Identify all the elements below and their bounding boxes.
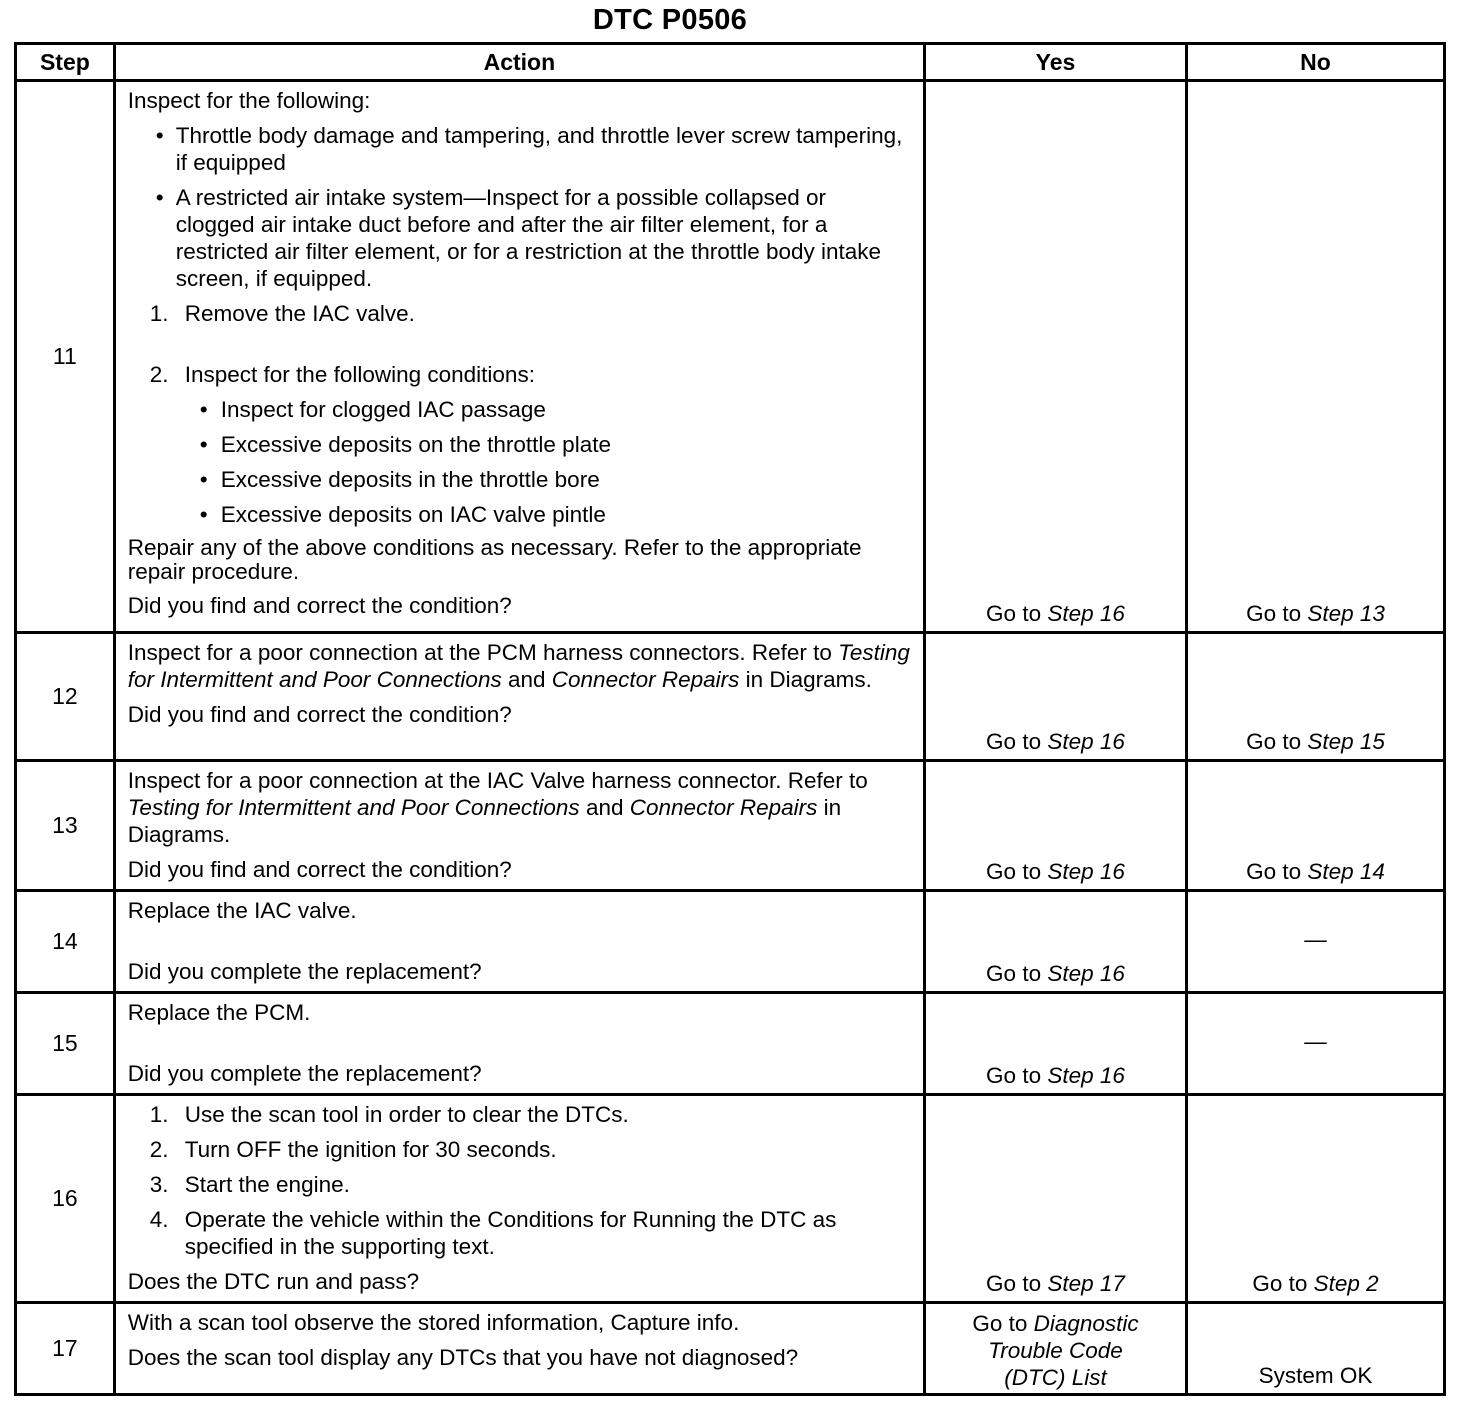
no-cell: System OK: [1187, 1303, 1445, 1395]
item-number: 2.: [149, 1137, 169, 1162]
step-number: 14: [16, 891, 115, 993]
reference-link[interactable]: Testing for Intermittent and Poor Connections: [127, 640, 910, 692]
action-text: Replace the IAC valve.: [127, 898, 357, 923]
yes-cell: Go to Step 16: [924, 891, 1186, 993]
item-text: Inspect for the following conditions:: [184, 362, 535, 387]
numbered-item: [128, 1171, 911, 1198]
dtc-list-link[interactable]: Diagnostic Trouble Code (DTC) List: [988, 1311, 1139, 1390]
no-cell: Go to Step 15: [1187, 633, 1445, 761]
step-link[interactable]: Step 16: [1047, 729, 1125, 754]
sub-bullet-item: • Inspect for clogged IAC passage: [128, 396, 911, 423]
item-number: 1.: [149, 1102, 169, 1127]
table-row: [16, 993, 1445, 1095]
no-cell: Go to Step 13: [1187, 81, 1445, 633]
table-row: [16, 1303, 1445, 1395]
numbered-item: [128, 1136, 911, 1163]
reference-link[interactable]: Connector Repairs: [629, 795, 818, 820]
action-cell: [114, 81, 924, 633]
step-number: 11: [16, 81, 115, 633]
header-row: [16, 44, 1445, 81]
action-text: Inspect for a poor connection at the IAC Valve harness connector. Refer to Testing for Intermittent and Poor Connections and Connector Repairs in Diagrams.: [127, 768, 868, 847]
diagnostic-table: [14, 42, 1446, 1396]
step-link[interactable]: Step 13: [1307, 601, 1385, 626]
header-no: No: [1187, 44, 1445, 81]
action-intro: Inspect for the following:: [127, 88, 371, 113]
header-step: Step: [16, 44, 115, 81]
step-link[interactable]: Step 14: [1307, 859, 1385, 884]
question-text: Did you find and correct the condition?: [127, 702, 512, 727]
yes-cell: Go to Step 16: [924, 633, 1186, 761]
numbered-item: [128, 361, 911, 388]
yes-cell: Go to Step 17: [924, 1095, 1186, 1303]
step-link[interactable]: Step 16: [1047, 1063, 1125, 1088]
yes-cell: Go to Step 16: [924, 81, 1186, 633]
step-link[interactable]: Step 2: [1313, 1271, 1379, 1296]
no-cell: —: [1187, 993, 1445, 1095]
action-text: Replace the PCM.: [127, 1000, 311, 1025]
yes-cell: Go to Diagnostic Trouble Code (DTC) List: [924, 1303, 1186, 1395]
step-link[interactable]: Step 16: [1047, 961, 1125, 986]
question-text: Did you find and correct the condition?: [127, 857, 512, 882]
table-row: [16, 81, 1445, 633]
action-cell: [114, 993, 924, 1095]
step-number: 15: [16, 993, 115, 1095]
yes-cell: Go to Step 16: [924, 993, 1186, 1095]
action-cell: [114, 1303, 924, 1395]
step-number: 13: [16, 761, 115, 891]
reference-link[interactable]: Connector Repairs: [551, 667, 740, 692]
action-text: Inspect for a poor connection at the PCM harness connectors. Refer to Testing for Intermittent and Poor Connections and Connector Repairs in Diagrams.: [127, 640, 910, 692]
action-cell: [114, 633, 924, 761]
table-row: [16, 891, 1445, 993]
action-cell: [114, 1095, 924, 1303]
item-text: Remove the IAC valve.: [184, 301, 415, 326]
sub-bullet-item: • Excessive deposits on the throttle plate: [128, 431, 911, 458]
reference-link[interactable]: Testing for Intermittent and Poor Connections: [127, 795, 580, 820]
item-text: Use the scan tool in order to clear the DTCs.: [184, 1102, 629, 1127]
item-text: Turn OFF the ignition for 30 seconds.: [184, 1137, 557, 1162]
step-link[interactable]: Step 16: [1047, 859, 1125, 884]
item-text: Start the engine.: [184, 1172, 350, 1197]
yes-cell: Go to Step 16: [924, 761, 1186, 891]
no-cell: Go to Step 2: [1187, 1095, 1445, 1303]
table-row: [16, 761, 1445, 891]
bullet-item: • A restricted air intake system—Inspect for a possible collapsed or clogged air intake duct before and after the air filter element, for a restricted air filter element, or for a restriction at the throttle body intake screen, if equipped.: [128, 184, 911, 292]
action-cell: [114, 891, 924, 993]
question-text: Does the scan tool display any DTCs that you have not diagnosed?: [127, 1345, 799, 1370]
action-cell: [114, 761, 924, 891]
step-link[interactable]: Step 16: [1047, 601, 1125, 626]
table-row: [16, 1095, 1445, 1303]
repair-text: Repair any of the above conditions as necessary. Refer to the appropriate repair procedure.: [127, 535, 862, 584]
no-cell: —: [1187, 891, 1445, 993]
question-text: Did you complete the replacement?: [127, 1061, 482, 1086]
sub-bullet-item: • Excessive deposits in the throttle bore: [128, 466, 911, 493]
action-text: With a scan tool observe the stored information, Capture info.: [127, 1310, 740, 1335]
question-text: Did you find and correct the condition?: [127, 593, 512, 618]
item-number: 3.: [149, 1172, 169, 1197]
step-number: 16: [16, 1095, 115, 1303]
question-text: Did you complete the replacement?: [127, 959, 482, 984]
table-row: [16, 633, 1445, 761]
step-link[interactable]: Step 15: [1307, 729, 1385, 754]
step-link[interactable]: Step 17: [1047, 1271, 1125, 1296]
step-number: 17: [16, 1303, 115, 1395]
header-action: Action: [114, 44, 924, 81]
numbered-item: [128, 1101, 911, 1128]
item-number: 2.: [149, 362, 169, 387]
step-number: 12: [16, 633, 115, 761]
item-text: Operate the vehicle within the Conditions for Running the DTC as specified in the supporting text.: [184, 1207, 837, 1259]
question-text: Does the DTC run and pass?: [127, 1269, 420, 1294]
sub-bullet-item: • Excessive deposits on IAC valve pintle: [128, 501, 911, 528]
header-yes: Yes: [924, 44, 1186, 81]
numbered-item: [128, 1206, 911, 1260]
page-title: DTC P0506: [592, 4, 748, 36]
item-number: 4.: [149, 1207, 169, 1232]
item-number: 1.: [149, 301, 169, 326]
numbered-item: [128, 300, 911, 327]
no-cell: Go to Step 14: [1187, 761, 1445, 891]
bullet-item: • Throttle body damage and tampering, and throttle lever screw tampering, if equipped: [128, 122, 911, 176]
